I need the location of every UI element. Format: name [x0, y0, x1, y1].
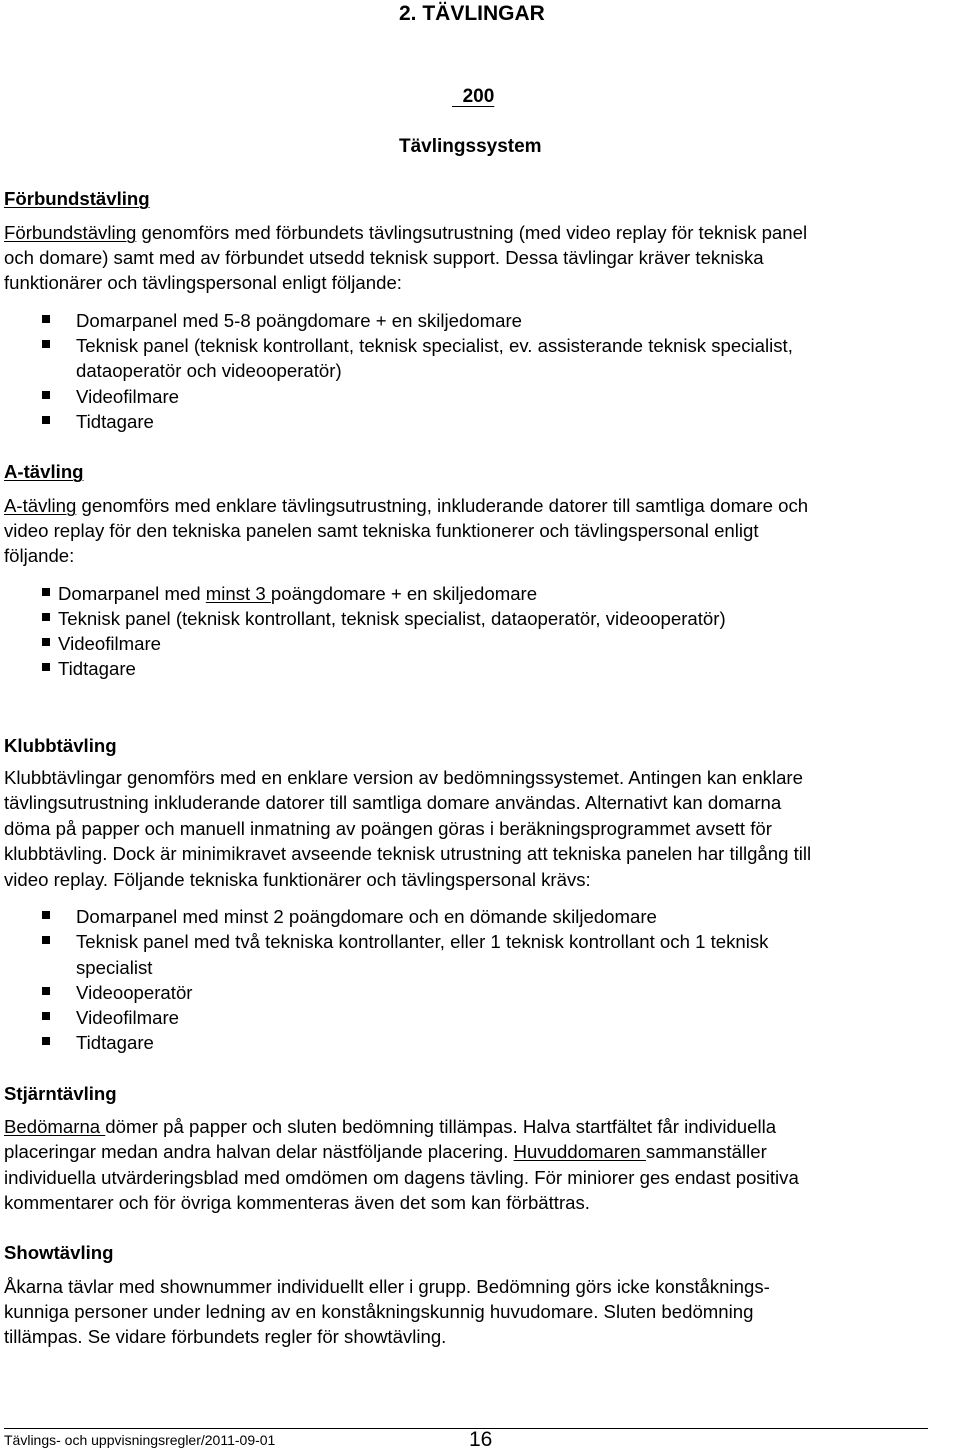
bullet-icon	[42, 638, 50, 646]
bullet-icon	[42, 391, 50, 399]
bullet-icon	[42, 340, 50, 348]
klubb-paragraph-line: klubbtävling. Dock är minimikravet avseende teknisk utrustning att tekniska panelen har tillgång till	[4, 843, 812, 864]
bullet-icon	[42, 315, 50, 323]
a-tavling-paragraph-line: A-tävling genomförs med enklare tävlingsutrustning, inkluderande datorer till samtliga domare och	[4, 495, 809, 516]
klubb-paragraph-line: Klubbtävlingar genomförs med en enklare version av bedömningssystemet. Antingen kan enklare	[4, 767, 803, 788]
list-item: Domarpanel med 5-8 poängdomare + en skiljedomare	[76, 310, 522, 331]
bullet-icon	[42, 1037, 50, 1045]
list-item: Videofilmare	[76, 386, 180, 407]
bullet-icon	[42, 588, 50, 596]
section-number: 200	[462, 86, 495, 107]
list-item: Videooperatör	[76, 982, 193, 1003]
list-item-continuation: specialist	[76, 957, 153, 978]
stjarn-paragraph-line: individuella utvärderingsblad med omdömen om dagens tävling. För miniorer ges endast positiva	[4, 1167, 799, 1188]
forbund-paragraph-line: Förbundstävling genomförs med förbundets tävlingsutrustning (med video replay för teknisk panel	[4, 222, 808, 243]
bullet-icon	[42, 936, 50, 944]
klubb-heading: Klubbtävling	[4, 735, 117, 756]
footer-text: Tävlings- och uppvisningsregler/2011-09-01	[4, 1432, 276, 1448]
a-tavling-paragraph-line: följande:	[4, 545, 75, 566]
bullet-icon	[42, 1012, 50, 1020]
forbund-paragraph-line: funktionärer och tävlingspersonal enligt följande:	[4, 272, 402, 293]
list-item: Teknisk panel med två tekniska kontrollanter, eller 1 teknisk kontrollant och 1 teknisk	[76, 931, 769, 952]
stjarn-paragraph-line: Bedömarna dömer på papper och sluten bedömning tillämpas. Halva startfältet får individuella	[4, 1116, 777, 1137]
show-heading: Showtävling	[4, 1242, 114, 1263]
show-paragraph-line: tillämpas. Se vidare förbundets regler för showtävling.	[4, 1326, 447, 1347]
list-item: Tidtagare	[76, 1032, 154, 1053]
list-item: Teknisk panel (teknisk kontrollant, teknisk specialist, ev. assisterande teknisk specialist,	[76, 335, 793, 356]
bullet-icon	[42, 416, 50, 424]
show-paragraph-line: kunniga personer under ledning av en konståkningskunnig huvudomare. Sluten bedömning	[4, 1301, 754, 1322]
list-item-continuation: dataoperatör och videooperatör)	[76, 360, 342, 381]
forbund-heading: Förbundstävling	[4, 188, 150, 209]
klubb-paragraph-line: tävlingsutrustning inkluderande datorer till samtliga domare användas. Alternativt kan domarna	[4, 792, 782, 813]
list-item: Domarpanel med minst 3 poängdomare + en skiljedomare	[58, 583, 538, 604]
footer-divider	[4, 1428, 928, 1429]
bullet-icon	[42, 911, 50, 919]
bullet-icon	[42, 613, 50, 621]
page-title: 2. TÄVLINGAR	[399, 2, 545, 25]
a-tavling-paragraph-line: video replay för den tekniska panelen samt tekniska funktionerer och tävlingspersonal enligt	[4, 520, 759, 541]
list-item: Tidtagare	[76, 411, 154, 432]
stjarn-paragraph-line: kommentarer och för övriga kommenteras även det som kan förbättras.	[4, 1192, 590, 1213]
section-title: Tävlingssystem	[399, 136, 542, 157]
list-item: Teknisk panel (teknisk kontrollant, teknisk specialist, dataoperatör, videooperatör)	[58, 608, 726, 629]
page-number: 16	[469, 1428, 493, 1451]
bullet-icon	[42, 987, 50, 995]
a-tavling-heading: A-tävling	[4, 461, 84, 482]
stjarn-paragraph-line: placeringar medan andra halvan delar nästföljande placering. Huvuddomaren sammanställer	[4, 1141, 767, 1162]
forbund-paragraph-line: och domare) samt med av förbundet utsedd teknisk support. Dessa tävlingar kräver tekniska	[4, 247, 764, 268]
show-paragraph-line: Åkarna tävlar med shownummer individuellt eller i grupp. Bedömning görs icke konståknings-	[4, 1276, 770, 1297]
stjarn-heading: Stjärntävling	[4, 1083, 117, 1104]
klubb-paragraph-line: video replay. Följande tekniska funktionärer och tävlingspersonal krävs:	[4, 869, 591, 890]
list-item: Videofilmare	[58, 633, 162, 654]
klubb-paragraph-line: döma på papper och manuell inmatning av poängen göras i beräkningsprogrammet avsett för	[4, 818, 772, 839]
list-item: Tidtagare	[58, 658, 136, 679]
list-item: Domarpanel med minst 2 poängdomare och en dömande skiljedomare	[76, 906, 657, 927]
list-item: Videofilmare	[76, 1007, 180, 1028]
bullet-icon	[42, 663, 50, 671]
